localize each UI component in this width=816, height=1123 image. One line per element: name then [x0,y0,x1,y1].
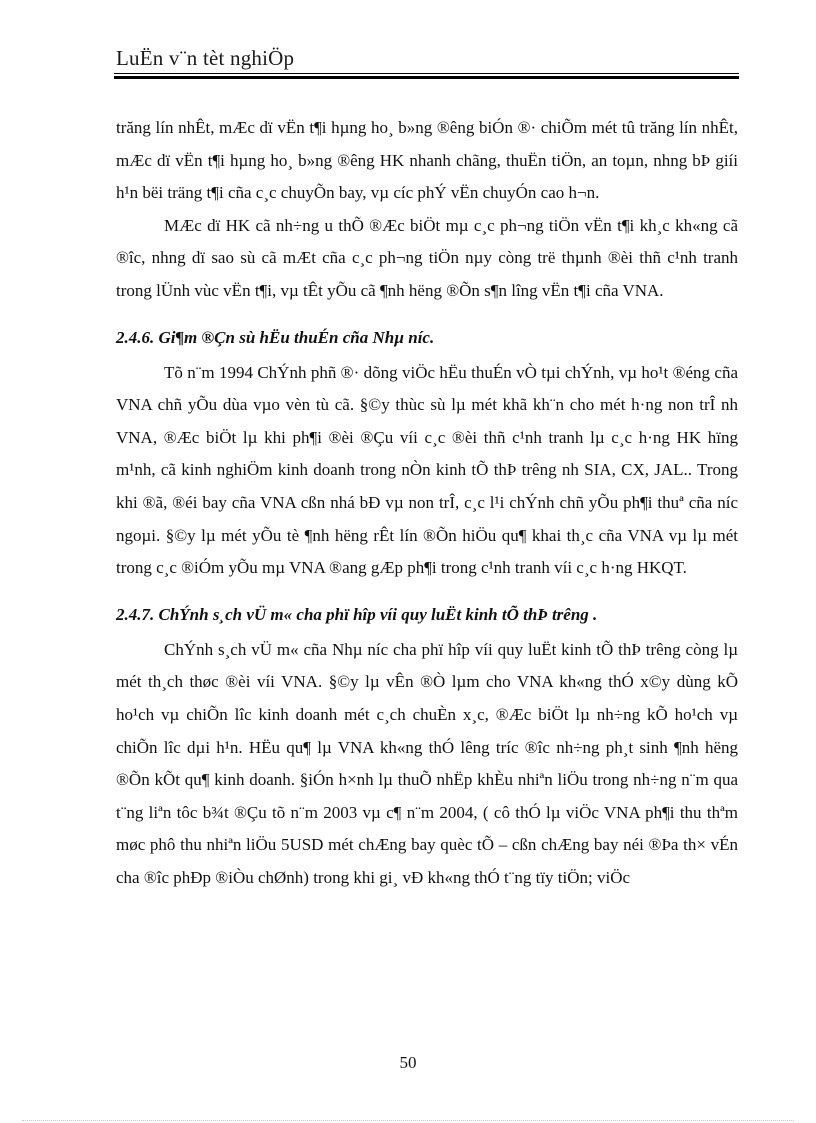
paragraph: ChÝnh s¸ch vÜ m« cña Nhµ níc cha phï hîp víi quy luËt kinh tÕ thÞ trêng còng lµ mét th¸ch thøc ®èi víi VNA. §©y lµ vÊn ®Ò lµm cho VNA kh«ng thÓ x©y dùng kÕ ho¹ch vµ chiÕn lîc kinh doanh mét c¸ch chuÈn x¸c, ®Æc biÖt lµ nh÷ng kÕ ho¹ch vµ chiÕn lîc dµi h¹n. HËu qu¶ lµ VNA kh«ng thÓ lêng tríc ®îc nh÷ng ph¸t sinh ¶nh hëng ®Õn kÕt qu¶ kinh doanh. §iÓn h×nh lµ thuÕ nhËp khÈu nhiªn liÖu trong nh÷ng n¨m qua t¨ng liªn tôc b¾t ®Çu tõ n¨m 2003 vµ c¶ n¨m 2004, ( cô thÓ lµ viÖc VNA ph¶i thu thªm møc phô thu nhiªn liÖu 5USD mét chÆng bay quèc tÕ – cßn chÆng bay néi ®Þa th× vÉn cha ®îc phÐp ®iÒu chØnh) trong khi gi¸ vÐ kh«ng thÓ t¨ng tïy tiÖn; viÖc [116,639,738,887]
section-heading-2-4-6: 2.4.6. Gi¶m ®Çn sù hËu thuÉn cña Nhµ níc. [116,327,435,347]
page-number: 50 [399,1053,417,1072]
header-rule-thin [114,73,739,74]
paragraph: MÆc dï HK cã nh÷ng u thÕ ®Æc biÖt mµ c¸c ph¬ng tiÖn vËn t¶i kh¸c kh«ng cã ®îc, nhng dï sao sù cã mÆt cña c¸c ph¬ng tiÖn nµy còng trë thµnh ®èi thñ c¹nh tranh trong lÜnh vùc vËn t¶i, vµ tÊt yÕu cã ¶nh hëng ®Õn s¶n lîng vËn t¶i cña VNA. [116,215,738,300]
paragraph: Tõ n¨m 1994 ChÝnh phñ ®· dõng viÖc hËu thuÉn vÒ tµi chÝnh, vµ ho¹t ®éng cña VNA chñ yÕu dùa vµo vèn tù cã. §©y thùc sù lµ mét khã kh¨n cho mét h·ng non trÎ nh VNA, ®Æc biÖt lµ khi ph¶i ®èi ®Çu víi c¸c ®èi thñ c¹nh tranh lµ c¸c h·ng HK hïng m¹nh, cã kinh nghiÖm kinh doanh trong nÒn kinh tÕ thÞ trêng nh SIA, CX, JAL.. Trong khi ®ã, ®éi bay cña VNA cßn nhá bÐ vµ non trÎ, c¸c l¹i chÝnh chñ yÕu ph¶i thuª cña níc ngoµi. §©y lµ mét yÕu tè ¶nh hëng rÊt lín ®Õn hiÖu qu¶ khai th¸c cña VNA vµ lµ mét trong c¸c ®iÓm yÕu mµ VNA ®ang gÆp ph¶i trong c¹nh tranh víi c¸c h·ng HKQT. [116,362,738,578]
page-edge-divider [22,1120,794,1121]
body-text [116,112,738,894]
header-rule-thick [114,76,739,79]
paragraph: trăng lín nhÊt, mÆc dï vËn t¶i hµng ho¸ b»ng ®êng biÓn ®· chiÕm mét tû trăng lín nhÊt, mÆc dï vËn t¶i hµng ho¸ b»ng ®êng HK nhanh chãng, thuËn tiÖn, an toµn, nhng bÞ giíi h¹n bëi träng t¶i cña c¸c chuyÕn bay, vµ cíc phÝ vËn chuyÓn cao h¬n. [116,118,738,203]
running-header: LuËn v¨n tèt nghiÖp [116,46,295,70]
section-heading-2-4-7: 2.4.7. ChÝnh s¸ch vÜ m« cha phï hîp víi quy luËt kinh tÕ thÞ trêng . [116,604,598,624]
